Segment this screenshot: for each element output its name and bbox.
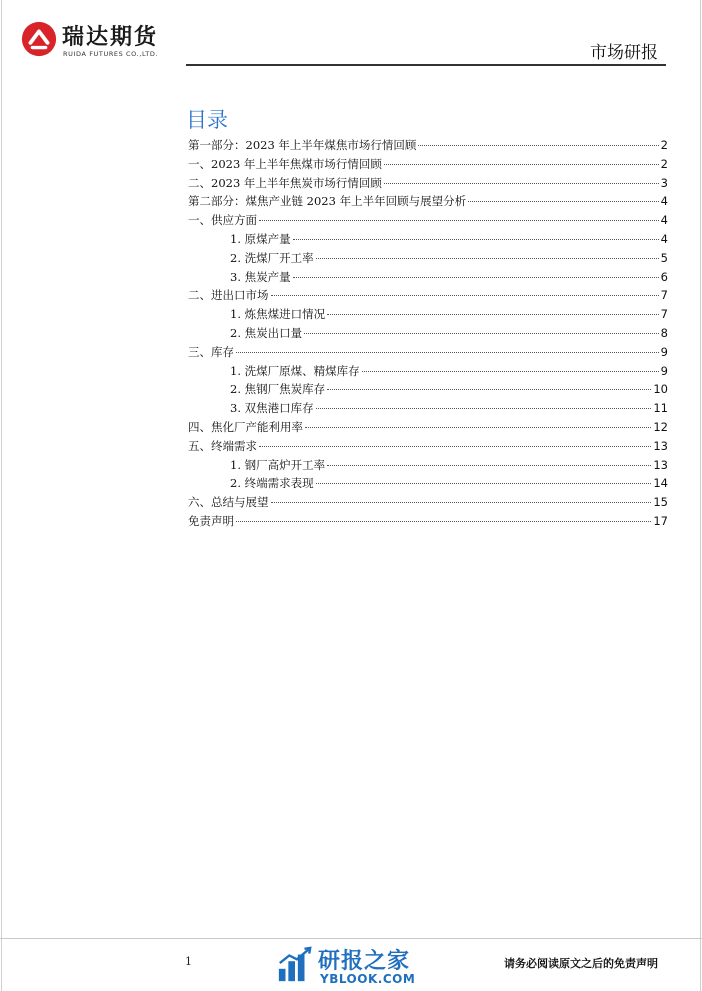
footer-divider xyxy=(0,938,702,939)
toc-dot-leader xyxy=(316,483,652,484)
toc-dot-leader xyxy=(304,333,659,334)
toc-entry-label: 二、2023 年上半年焦炭市场行情回顾 xyxy=(188,175,382,190)
toc-entry[interactable] xyxy=(186,362,668,381)
toc-entry-page: 5 xyxy=(660,250,668,265)
toc-dot-leader xyxy=(236,352,659,353)
toc-entry-page: 8 xyxy=(660,325,668,340)
toc-entry-label: 1. 钢厂高炉开工率 xyxy=(230,457,326,472)
toc-dot-leader xyxy=(316,408,652,409)
toc-entry[interactable] xyxy=(186,437,668,456)
toc-title: 目录 xyxy=(186,108,228,132)
toc-entry-page: 3 xyxy=(660,175,668,190)
toc-entry-label: 1. 原煤产量 xyxy=(230,231,291,246)
toc-entry-label: 二、进出口市场 xyxy=(188,288,269,303)
report-type-label: 市场研报 xyxy=(590,43,658,63)
toc-entry-label: 2. 焦钢厂焦炭库存 xyxy=(230,382,326,397)
toc-entry[interactable] xyxy=(186,474,668,493)
toc-entry[interactable] xyxy=(186,268,668,287)
toc-entry[interactable] xyxy=(186,249,668,268)
header-divider xyxy=(186,64,666,66)
toc-entry[interactable] xyxy=(186,155,668,174)
logo-english-text: RUIDA FUTURES CO.,LTD. xyxy=(63,50,159,58)
toc-dot-leader xyxy=(316,258,659,259)
toc-entry-label: 1. 洗煤厂原煤、精煤库存 xyxy=(230,363,360,378)
toc-entry[interactable] xyxy=(186,399,668,418)
disclaimer-notice: 请务必阅读原文之后的免责声明 xyxy=(504,957,658,970)
toc-entry-label: 1. 炼焦煤进口情况 xyxy=(230,307,326,322)
toc-entry-page: 2 xyxy=(660,138,668,152)
toc-entry-page: 13 xyxy=(653,457,668,472)
toc-entry[interactable] xyxy=(186,211,668,230)
toc-entry-page: 14 xyxy=(653,476,668,491)
toc-entry-page: 6 xyxy=(660,269,668,284)
company-logo xyxy=(20,20,170,62)
toc-entry[interactable] xyxy=(186,174,668,193)
toc-dot-leader xyxy=(468,201,659,202)
watermark-logo xyxy=(276,944,436,988)
toc-entry[interactable] xyxy=(186,192,668,211)
table-of-contents xyxy=(186,136,668,531)
toc-entry-page: 7 xyxy=(660,307,668,322)
toc-entry-label: 3. 焦炭产量 xyxy=(230,269,291,284)
toc-dot-leader xyxy=(384,164,659,165)
toc-dot-leader xyxy=(327,389,651,390)
toc-entry[interactable] xyxy=(186,380,668,399)
toc-dot-leader xyxy=(418,145,658,146)
toc-entry-label: 2. 终端需求表现 xyxy=(230,476,314,491)
toc-dot-leader xyxy=(384,183,659,184)
toc-entry-page: 9 xyxy=(660,344,668,359)
watermark-url-text: YBLOOK.COM xyxy=(320,972,416,986)
toc-dot-leader xyxy=(293,239,659,240)
toc-entry-page: 4 xyxy=(660,213,668,228)
toc-entry-label: 一、供应方面 xyxy=(188,213,257,228)
toc-entry[interactable] xyxy=(186,136,668,155)
toc-dot-leader xyxy=(271,502,652,503)
toc-dot-leader xyxy=(293,277,659,278)
toc-entry-label: 第二部分：煤焦产业链 2023 年上半年回顾与展望分析 xyxy=(188,194,467,209)
toc-entry-label: 第一部分：2023 年上半年煤焦市场行情回顾 xyxy=(188,138,417,152)
toc-entry-label: 四、焦化厂产能利用率 xyxy=(188,419,303,434)
page-number: 1 xyxy=(185,955,192,968)
toc-entry[interactable] xyxy=(186,230,668,249)
toc-entry[interactable] xyxy=(186,512,668,531)
toc-entry-label: 六、总结与展望 xyxy=(188,495,269,510)
toc-entry-page: 2 xyxy=(660,156,668,171)
toc-entry[interactable] xyxy=(186,324,668,343)
page-border-right xyxy=(700,0,701,991)
toc-entry-page: 11 xyxy=(653,401,668,416)
toc-entry-page: 17 xyxy=(653,513,668,528)
toc-dot-leader xyxy=(259,220,659,221)
toc-entry-label: 一、2023 年上半年焦煤市场行情回顾 xyxy=(188,156,382,171)
toc-dot-leader xyxy=(327,465,651,466)
toc-dot-leader xyxy=(271,295,659,296)
watermark-chinese-text: 研报之家 xyxy=(318,949,411,974)
toc-entry-label: 三、库存 xyxy=(188,344,234,359)
toc-entry-page: 4 xyxy=(660,194,668,209)
toc-entry-page: 4 xyxy=(660,231,668,246)
toc-entry[interactable] xyxy=(186,456,668,475)
toc-entry-page: 13 xyxy=(653,438,668,453)
toc-entry-label: 五、终端需求 xyxy=(188,438,257,453)
toc-dot-leader xyxy=(327,314,659,315)
toc-entry[interactable] xyxy=(186,493,668,512)
logo-chinese-text: 瑞达期货 xyxy=(62,25,159,50)
toc-entry[interactable] xyxy=(186,305,668,324)
toc-entry[interactable] xyxy=(186,343,668,362)
toc-entry-page: 7 xyxy=(660,288,668,303)
toc-entry-label: 3. 双焦港口库存 xyxy=(230,401,314,416)
toc-entry-page: 12 xyxy=(653,419,668,434)
ruida-logo-icon xyxy=(20,20,58,58)
toc-entry-label: 2. 焦炭出口量 xyxy=(230,325,303,340)
toc-entry[interactable] xyxy=(186,418,668,437)
toc-entry-page: 10 xyxy=(653,382,668,397)
toc-entry[interactable] xyxy=(186,286,668,305)
toc-dot-leader xyxy=(236,521,651,522)
toc-entry-page: 15 xyxy=(653,495,668,510)
toc-dot-leader xyxy=(305,427,651,428)
toc-dot-leader xyxy=(259,446,651,447)
toc-entry-label: 免责声明 xyxy=(188,513,234,528)
bar-chart-icon xyxy=(276,946,314,984)
toc-entry-label: 2. 洗煤厂开工率 xyxy=(230,250,314,265)
toc-dot-leader xyxy=(362,371,659,372)
toc-entry-page: 9 xyxy=(660,363,668,378)
page-border-left xyxy=(1,0,2,991)
